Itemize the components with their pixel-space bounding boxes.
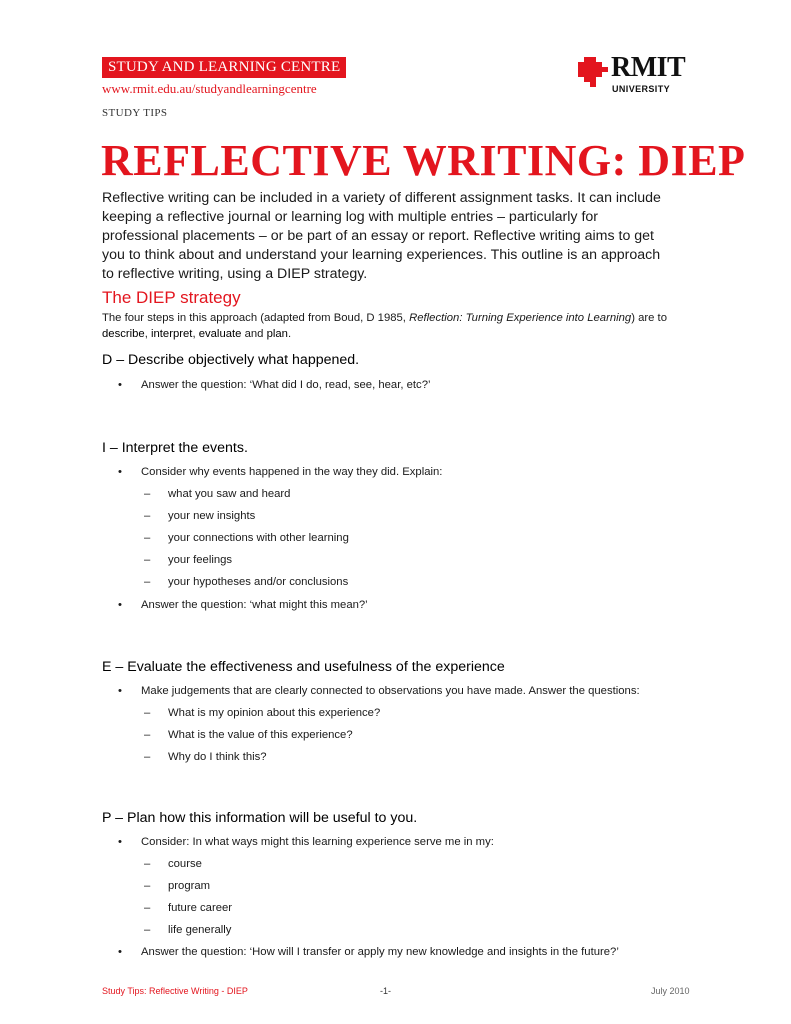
- bullet-icon: •: [118, 685, 122, 697]
- centre-url-link[interactable]: www.rmit.edu.au/studyandlearningcentre: [102, 81, 317, 96]
- sub-text: Why do I think this?: [168, 751, 267, 763]
- dash-icon: –: [144, 554, 151, 566]
- sub-text: what you saw and heard: [168, 488, 291, 500]
- rmit-logo-sub: UNIVERSITY: [612, 84, 671, 94]
- bullet-text: Consider: In what ways might this learning experience serve me in my:: [141, 836, 494, 848]
- bullet-text: Answer the question: ‘How will I transfer or apply my new knowledge and insights in the future?’: [141, 946, 619, 958]
- sub-text: What is my opinion about this experience?: [168, 707, 381, 719]
- strategy-desc-text: ) are to: [631, 312, 667, 324]
- rmit-pixel-logo-icon: [578, 57, 608, 87]
- bullet-text: Consider why events happened in the way they did. Explain:: [141, 466, 443, 478]
- separator: and: [241, 328, 267, 340]
- keyword-describe: describe: [102, 328, 145, 340]
- separator: .: [287, 328, 292, 340]
- sub-text: future career: [168, 902, 233, 914]
- bullet-text: Make judgements that are clearly connected to observations you have made. Answer the questions:: [141, 685, 640, 697]
- bullet-icon: •: [118, 836, 122, 848]
- dash-icon: –: [144, 729, 151, 741]
- bullet-icon: •: [118, 599, 122, 611]
- dash-icon: –: [144, 858, 151, 870]
- strategy-desc-text: The four steps in this approach (adapted from Boud, D 1985,: [102, 312, 410, 324]
- sub-text: your hypotheses and/or conclusions: [168, 576, 349, 588]
- strategy-description: [102, 310, 682, 342]
- sub-text: your new insights: [168, 510, 256, 522]
- rmit-logo: [578, 52, 688, 97]
- footer-doc-title: Study Tips: Reflective Writing - DIEP: [102, 986, 248, 996]
- book-title: Reflection: Turning Experience into Learning: [409, 312, 632, 324]
- dash-icon: –: [144, 532, 151, 544]
- intro-paragraph: Reflective writing can be included in a variety of different assignment tasks. It can include keeping a reflective journal or learning log with multiple entries – particularly for professional placements – or be part of an essay or report. Reflective writing aims to get you to think about and understand your learning experiences. This outline is an approach to reflective writing, using a DIEP strategy.: [102, 190, 661, 282]
- dash-icon: –: [144, 751, 151, 763]
- page-title: REFLECTIVE WRITING: DIEP: [101, 136, 746, 185]
- dash-icon: –: [144, 707, 151, 719]
- dash-icon: –: [144, 510, 151, 522]
- step-i-heading: I – Interpret the events.: [102, 440, 248, 456]
- sub-text: your connections with other learning: [168, 532, 349, 544]
- dash-icon: –: [144, 576, 151, 588]
- step-e-heading: E – Evaluate the effectiveness and usefulness of the experience: [102, 659, 505, 675]
- dash-icon: –: [144, 488, 151, 500]
- step-d-heading: D – Describe objectively what happened.: [102, 352, 360, 368]
- keyword-plan: plan: [266, 328, 288, 340]
- sub-text: course: [168, 858, 202, 870]
- bullet-text: Answer the question: ‘What did I do, read, see, hear, etc?’: [141, 379, 431, 391]
- dash-icon: –: [144, 880, 151, 892]
- bullet-text: Answer the question: ‘what might this mean?’: [141, 599, 368, 611]
- rmit-logo-word: RMIT: [611, 52, 686, 83]
- sub-text: your feelings: [168, 554, 233, 566]
- dash-icon: –: [144, 902, 151, 914]
- step-p-heading: P – Plan how this information will be useful to you.: [102, 810, 418, 826]
- bullet-icon: •: [118, 946, 122, 958]
- separator: ,: [144, 328, 151, 340]
- separator: ,: [192, 328, 199, 340]
- sub-text: life generally: [168, 924, 232, 936]
- keyword-interpret: interpret: [150, 328, 193, 340]
- footer-page-number: -1-: [380, 986, 391, 996]
- sub-text: program: [168, 880, 211, 892]
- study-tips-label: STUDY TIPS: [102, 107, 168, 119]
- keyword-evaluate: evaluate: [198, 328, 242, 340]
- strategy-heading: The DIEP strategy: [102, 288, 241, 307]
- centre-banner: STUDY AND LEARNING CENTRE: [102, 57, 346, 78]
- bullet-icon: •: [118, 466, 122, 478]
- sub-text: What is the value of this experience?: [168, 729, 353, 741]
- footer-date: July 2010: [651, 986, 690, 996]
- dash-icon: –: [144, 924, 151, 936]
- bullet-icon: •: [118, 379, 122, 391]
